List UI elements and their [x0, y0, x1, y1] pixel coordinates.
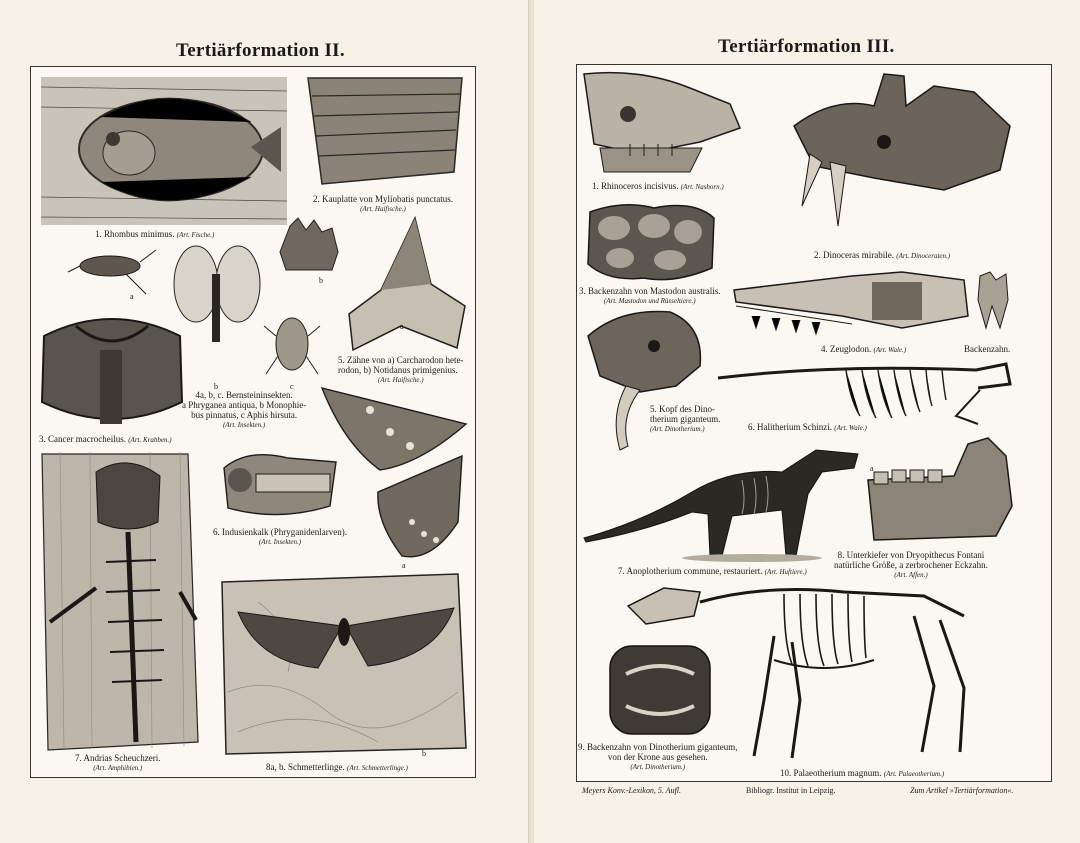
caption-art: (Art. Dinotherium.) — [650, 425, 705, 433]
butterfly-wing-lower-illustration — [372, 452, 466, 564]
caption-text: 4. Zeuglodon. — [821, 344, 872, 354]
insect-c-illustration — [262, 296, 322, 382]
zeuglodon-skull-illustration — [732, 266, 970, 338]
caption-text: 6. Indusienkalk (Phryganidenlarven). — [213, 527, 347, 537]
caption-text: therium giganteum. — [650, 414, 721, 424]
caption-art: (Art. Haifische.) — [377, 376, 424, 384]
anoplotherium-restored-illustration — [582, 432, 864, 564]
caption-text: 1. Rhombus minimus. — [95, 229, 175, 239]
figure-letter-a: a — [870, 464, 874, 473]
caption-text: 8. Unterkiefer von Dryopithecus Fontani — [837, 550, 985, 560]
caption-4-extra-right: Backenzahn. — [964, 344, 1011, 354]
caption-text: 7. Anoplotherium commune, restauriert. — [618, 566, 763, 576]
shark-tooth-b-illustration — [276, 212, 342, 276]
caption-art: (Art. Haifische.) — [360, 205, 406, 213]
caption-text: 3. Cancer macrocheilus. — [39, 434, 126, 444]
mastodon-molar-illustration — [584, 198, 718, 284]
caption-art: (Art. Amphibien.) — [93, 764, 143, 772]
caption-4-left — [182, 390, 306, 430]
caption-text: 3. Backenzahn von Mastodon australis. — [579, 286, 721, 296]
caption-1-right — [592, 181, 724, 192]
caption-art: (Art. Affen.) — [894, 571, 928, 579]
caption-5-left — [338, 355, 463, 385]
caption-art: (Art. Krabben.) — [128, 436, 172, 444]
figure-letter-b: b — [319, 276, 323, 285]
larva-limestone-illustration — [218, 448, 340, 522]
caption-text: 5. Zähne von a) Carcharodon hete- — [338, 355, 464, 365]
figure-letter-a: a — [400, 322, 404, 331]
caption-art: (Art. Huftiere.) — [764, 568, 807, 576]
figure-letter-b: b — [214, 382, 218, 391]
caption-text: 8a, b. Schmetterlinge. — [266, 762, 345, 772]
caption-2-left — [313, 194, 453, 214]
halitherium-skeleton-illustration — [716, 354, 1012, 428]
caption-text: rodon, b) Notidanus primigenius. — [338, 365, 458, 375]
salamander-fossil-illustration — [40, 452, 200, 752]
shark-tooth-a-illustration — [345, 214, 470, 354]
caption-art: (Art. Nashorn.) — [680, 183, 724, 191]
caption-3-left — [39, 434, 172, 445]
caption-text: 10. Palaeotherium magnum. — [780, 768, 882, 778]
caption-text: 6. Halitherium Schinzi. — [748, 422, 832, 432]
caption-text: a Phryganea antiqua, b Monophie- — [182, 400, 307, 410]
plate-title-right: Tertiärformation III. — [718, 36, 895, 57]
caption-art: (Art. Palaeotherium.) — [883, 770, 945, 778]
caption-6-left — [213, 527, 347, 547]
right-page — [534, 0, 1080, 843]
figure-letter-a: a — [402, 561, 406, 570]
dinoceras-skull-illustration — [774, 66, 1014, 246]
caption-art: (Art. Mastodon und Rüsseltiere.) — [603, 297, 696, 305]
caption-text: bus pinnatus, c Aphis hirsuta. — [191, 410, 298, 420]
caption-art: (Art. Fische.) — [176, 231, 215, 239]
fossil-butterfly-slab-illustration — [218, 572, 468, 756]
caption-art: (Art. Schmetterlinge.) — [346, 764, 408, 772]
caption-text: von der Krone aus gesehen. — [607, 752, 708, 762]
caption-art: (Art. Dinotherium.) — [630, 763, 686, 771]
tooth-plate-illustration — [302, 72, 470, 192]
caption-2-right — [814, 250, 950, 261]
footer-publication: Meyers Konv.-Lexikon, 5. Aufl. — [582, 786, 682, 795]
caption-10-right — [780, 768, 944, 779]
caption-text: 7. Andrias Scheuchzeri. — [75, 753, 161, 763]
figure-letter-a: a — [130, 292, 134, 301]
caption-8-left — [266, 762, 408, 773]
caption-text: 5. Kopf des Dino- — [650, 404, 715, 414]
left-page — [0, 0, 530, 843]
plate-title-left: Tertiärformation II. — [176, 40, 345, 61]
figure-letter-b: b — [422, 749, 426, 758]
caption-1-left — [95, 229, 214, 240]
fish-fossil-illustration — [41, 77, 287, 225]
caption-5-right — [650, 404, 720, 434]
caption-art: (Art. Wale.) — [873, 346, 907, 354]
caption-3-right — [579, 286, 720, 306]
insect-a-illustration — [66, 244, 158, 296]
caption-art: (Art. Dinoceraten.) — [896, 252, 951, 260]
rhinoceros-skull-illustration — [580, 68, 746, 176]
caption-text: 2. Kauplatte von Myliobatis punctatus. — [313, 194, 453, 204]
zeuglodon-molar-illustration — [974, 270, 1012, 332]
caption-text: 2. Dinoceras mirabile. — [814, 250, 894, 260]
caption-art: (Art. Wale.) — [834, 424, 867, 432]
footer-publisher: Bibliogr. Institut in Leipzig. — [746, 786, 836, 795]
caption-text: 1. Rhinoceros incisivus. — [592, 181, 679, 191]
caption-text: 4a, b, c. Bernsteininsekten. — [195, 390, 293, 400]
caption-text: 9. Backenzahn von Dinotherium giganteum, — [578, 742, 738, 752]
caption-7-left — [75, 753, 160, 773]
palaeotherium-skeleton-illustration — [624, 576, 996, 766]
caption-text: natürliche Größe, a zerbrochener Eckzahn. — [834, 560, 988, 570]
caption-art: (Art. Insekten.) — [258, 538, 302, 546]
caption-art: (Art. Insekten.) — [223, 421, 266, 429]
figure-letter-c: c — [290, 382, 294, 391]
dryopithecus-jaw-illustration — [864, 436, 1016, 544]
crab-fossil-illustration — [36, 306, 188, 432]
footer-article-ref: Zum Artikel »Tertiärformation«. — [910, 786, 1014, 795]
